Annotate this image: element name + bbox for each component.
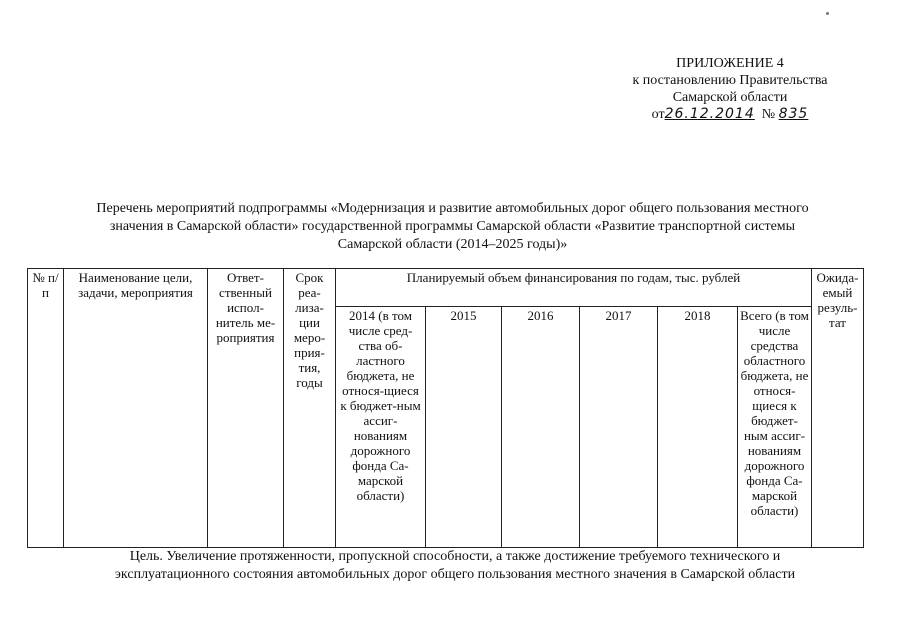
header-term: Срок реа-лиза-ции меро-прия-тия, годы — [284, 269, 336, 548]
appendix-subtitle: к постановлению Правительства — [632, 73, 828, 88]
measures-table — [27, 268, 864, 548]
header-financing: Планируемый объем финансирования по годам, тыс. рублей — [336, 269, 812, 307]
number-value: 835 — [778, 106, 809, 122]
header-year-2017: 2017 — [580, 307, 658, 548]
title-line-2: значения в Самарской области» государственной программы Самарской области «Развитие транспортной системы — [109, 219, 796, 234]
goal-statement — [30, 548, 880, 584]
header-name: Наименование цели, задачи, мероприятия — [64, 269, 208, 548]
appendix-title: ПРИЛОЖЕНИЕ 4 — [676, 56, 784, 71]
appendix-region: Самарской области — [672, 90, 788, 105]
header-year-2016: 2016 — [502, 307, 580, 548]
date-value: 26.12.2014 — [664, 106, 755, 122]
date-prefix: от — [651, 107, 665, 122]
appendix-date-number — [560, 106, 900, 123]
header-year-2015: 2015 — [426, 307, 502, 548]
scan-speck — [826, 12, 829, 15]
title-line-3: Самарской области (2014–2025 годы)» — [337, 237, 568, 252]
header-total: Всего (в том числе средства областного бюджета, не относя-щиеся к бюджет-ным ассиг-нованиям дорожного фонда Са-марской области) — [738, 307, 812, 548]
header-result: Ожида-емый резуль-тат — [812, 269, 864, 548]
number-prefix: № — [761, 107, 776, 122]
header-num: № п/п — [28, 269, 64, 548]
header-year-2018: 2018 — [658, 307, 738, 548]
title-line-1: Перечень мероприятий подпрограммы «Модернизация и развитие автомобильных дорог общего пользования местного — [96, 201, 809, 216]
goal-line-1: Цель. Увеличение протяженности, пропускной способности, а также достижение требуемого технического и — [129, 549, 781, 564]
document-title — [50, 200, 855, 254]
goal-line-2: эксплуатационного состояния автомобильных дорог общего пользования местного значения в Самарской области — [114, 567, 796, 582]
header-responsible: Ответ-ственный испол-нитель ме-роприятия — [208, 269, 284, 548]
header-year-2014: 2014 (в том числе сред-ства об-ластного бюджета, не относя-щиеся к бюджет-ным ассиг-нованиям дорожного фонда Са-марской области) — [336, 307, 426, 548]
